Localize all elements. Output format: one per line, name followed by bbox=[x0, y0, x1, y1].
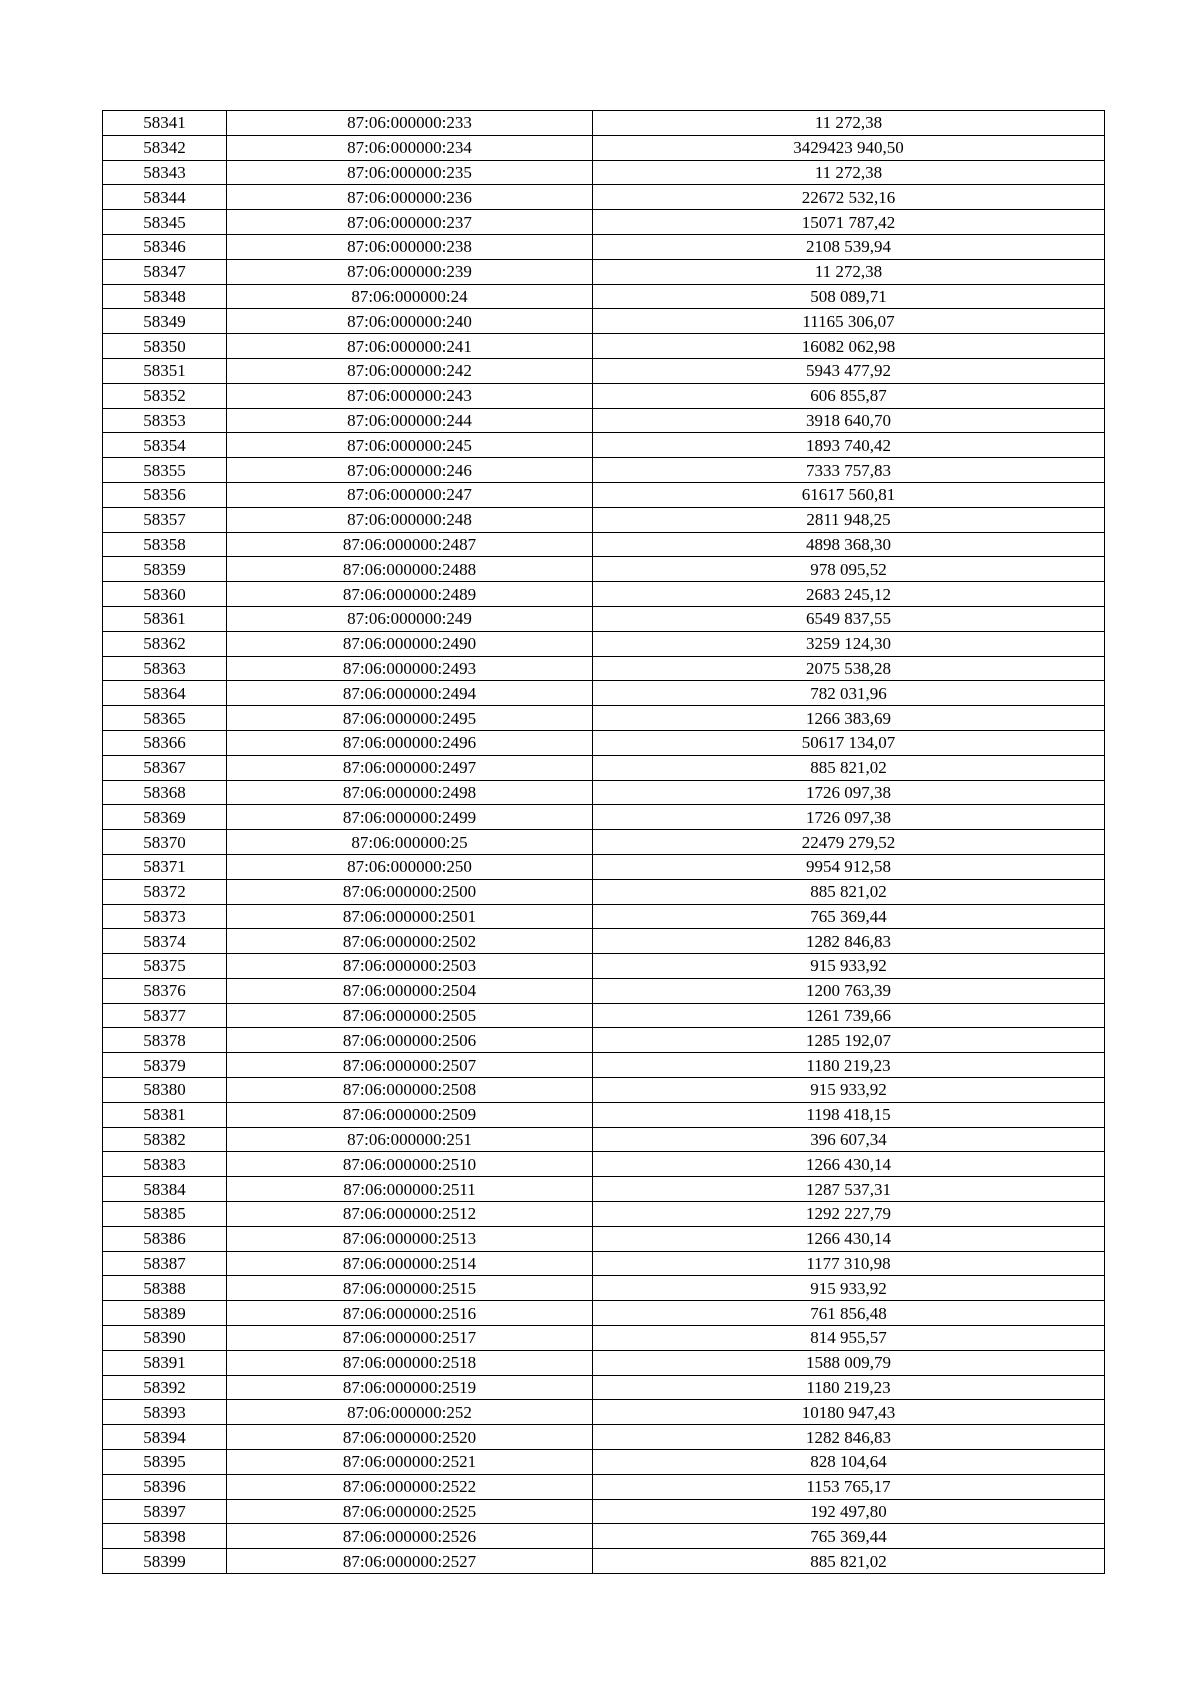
row-number-cell: 58396 bbox=[103, 1474, 227, 1499]
cadastral-number-cell: 87:06:000000:2504 bbox=[227, 978, 593, 1003]
cadastral-number-cell: 87:06:000000:246 bbox=[227, 458, 593, 483]
cadastral-number-cell: 87:06:000000:233 bbox=[227, 111, 593, 136]
cadastral-number-cell: 87:06:000000:2490 bbox=[227, 631, 593, 656]
table-row bbox=[103, 1078, 1105, 1103]
cadastral-number-cell: 87:06:000000:248 bbox=[227, 507, 593, 532]
cadastral-number-cell: 87:06:000000:25 bbox=[227, 830, 593, 855]
cadastral-number-cell: 87:06:000000:251 bbox=[227, 1127, 593, 1152]
cadastral-number-cell: 87:06:000000:2503 bbox=[227, 954, 593, 979]
cadastral-number-cell: 87:06:000000:2520 bbox=[227, 1425, 593, 1450]
cadastral-number-cell: 87:06:000000:2527 bbox=[227, 1549, 593, 1574]
value-cell: 11 272,38 bbox=[593, 259, 1105, 284]
value-cell: 915 933,92 bbox=[593, 1078, 1105, 1103]
value-cell: 16082 062,98 bbox=[593, 334, 1105, 359]
cadastral-number-cell: 87:06:000000:2487 bbox=[227, 532, 593, 557]
value-cell: 2075 538,28 bbox=[593, 656, 1105, 681]
value-cell: 828 104,64 bbox=[593, 1450, 1105, 1475]
cadastral-number-cell: 87:06:000000:247 bbox=[227, 482, 593, 507]
row-number-cell: 58357 bbox=[103, 507, 227, 532]
table-row bbox=[103, 507, 1105, 532]
value-cell: 814 955,57 bbox=[593, 1326, 1105, 1351]
row-number-cell: 58371 bbox=[103, 854, 227, 879]
value-cell: 3429423 940,50 bbox=[593, 135, 1105, 160]
table-row bbox=[103, 210, 1105, 235]
cadastral-number-cell: 87:06:000000:235 bbox=[227, 160, 593, 185]
table-row bbox=[103, 1152, 1105, 1177]
row-number-cell: 58355 bbox=[103, 458, 227, 483]
value-cell: 5943 477,92 bbox=[593, 358, 1105, 383]
value-cell: 1285 192,07 bbox=[593, 1028, 1105, 1053]
row-number-cell: 58347 bbox=[103, 259, 227, 284]
table-row bbox=[103, 1499, 1105, 1524]
table-row bbox=[103, 334, 1105, 359]
value-cell: 396 607,34 bbox=[593, 1127, 1105, 1152]
row-number-cell: 58393 bbox=[103, 1400, 227, 1425]
cadastral-number-cell: 87:06:000000:242 bbox=[227, 358, 593, 383]
cadastral-number-cell: 87:06:000000:24 bbox=[227, 284, 593, 309]
table-row bbox=[103, 755, 1105, 780]
value-cell: 885 821,02 bbox=[593, 1549, 1105, 1574]
value-cell: 885 821,02 bbox=[593, 755, 1105, 780]
value-cell: 1588 009,79 bbox=[593, 1350, 1105, 1375]
cadastral-value-table bbox=[102, 110, 1105, 1574]
table-row bbox=[103, 582, 1105, 607]
row-number-cell: 58374 bbox=[103, 929, 227, 954]
table-row bbox=[103, 111, 1105, 136]
cadastral-number-cell: 87:06:000000:245 bbox=[227, 433, 593, 458]
table-row bbox=[103, 904, 1105, 929]
value-cell: 765 369,44 bbox=[593, 904, 1105, 929]
value-cell: 22479 279,52 bbox=[593, 830, 1105, 855]
value-cell: 7333 757,83 bbox=[593, 458, 1105, 483]
value-cell: 3918 640,70 bbox=[593, 408, 1105, 433]
value-cell: 2108 539,94 bbox=[593, 234, 1105, 259]
row-number-cell: 58387 bbox=[103, 1251, 227, 1276]
table-row bbox=[103, 1053, 1105, 1078]
value-cell: 1266 383,69 bbox=[593, 706, 1105, 731]
value-cell: 978 095,52 bbox=[593, 557, 1105, 582]
cadastral-number-cell: 87:06:000000:2516 bbox=[227, 1301, 593, 1326]
row-number-cell: 58350 bbox=[103, 334, 227, 359]
table-row bbox=[103, 1301, 1105, 1326]
table-row bbox=[103, 1127, 1105, 1152]
row-number-cell: 58364 bbox=[103, 681, 227, 706]
row-number-cell: 58388 bbox=[103, 1276, 227, 1301]
value-cell: 50617 134,07 bbox=[593, 730, 1105, 755]
table-row bbox=[103, 854, 1105, 879]
table-row bbox=[103, 408, 1105, 433]
table-row bbox=[103, 458, 1105, 483]
cadastral-number-cell: 87:06:000000:2505 bbox=[227, 1003, 593, 1028]
table-row bbox=[103, 1326, 1105, 1351]
cadastral-number-cell: 87:06:000000:2497 bbox=[227, 755, 593, 780]
cadastral-number-cell: 87:06:000000:2517 bbox=[227, 1326, 593, 1351]
table-row bbox=[103, 383, 1105, 408]
value-cell: 192 497,80 bbox=[593, 1499, 1105, 1524]
row-number-cell: 58349 bbox=[103, 309, 227, 334]
cadastral-number-cell: 87:06:000000:2515 bbox=[227, 1276, 593, 1301]
row-number-cell: 58391 bbox=[103, 1350, 227, 1375]
value-cell: 22672 532,16 bbox=[593, 185, 1105, 210]
cadastral-number-cell: 87:06:000000:2509 bbox=[227, 1102, 593, 1127]
cadastral-number-cell: 87:06:000000:2513 bbox=[227, 1226, 593, 1251]
cadastral-number-cell: 87:06:000000:249 bbox=[227, 606, 593, 631]
value-cell: 1292 227,79 bbox=[593, 1202, 1105, 1227]
cadastral-number-cell: 87:06:000000:2514 bbox=[227, 1251, 593, 1276]
row-number-cell: 58377 bbox=[103, 1003, 227, 1028]
table-row bbox=[103, 1450, 1105, 1475]
cadastral-number-cell: 87:06:000000:236 bbox=[227, 185, 593, 210]
table-row bbox=[103, 830, 1105, 855]
value-cell: 6549 837,55 bbox=[593, 606, 1105, 631]
value-cell: 1180 219,23 bbox=[593, 1375, 1105, 1400]
cadastral-number-cell: 87:06:000000:2511 bbox=[227, 1177, 593, 1202]
cadastral-number-cell: 87:06:000000:2521 bbox=[227, 1450, 593, 1475]
cadastral-number-cell: 87:06:000000:2519 bbox=[227, 1375, 593, 1400]
row-number-cell: 58379 bbox=[103, 1053, 227, 1078]
row-number-cell: 58352 bbox=[103, 383, 227, 408]
row-number-cell: 58385 bbox=[103, 1202, 227, 1227]
table-row bbox=[103, 532, 1105, 557]
row-number-cell: 58354 bbox=[103, 433, 227, 458]
value-cell: 1266 430,14 bbox=[593, 1152, 1105, 1177]
table-row bbox=[103, 1474, 1105, 1499]
row-number-cell: 58342 bbox=[103, 135, 227, 160]
cadastral-number-cell: 87:06:000000:244 bbox=[227, 408, 593, 433]
value-cell: 1153 765,17 bbox=[593, 1474, 1105, 1499]
table-row bbox=[103, 805, 1105, 830]
row-number-cell: 58362 bbox=[103, 631, 227, 656]
row-number-cell: 58397 bbox=[103, 1499, 227, 1524]
row-number-cell: 58382 bbox=[103, 1127, 227, 1152]
table-row bbox=[103, 482, 1105, 507]
value-cell: 915 933,92 bbox=[593, 954, 1105, 979]
table-row bbox=[103, 1400, 1105, 1425]
table-row bbox=[103, 1177, 1105, 1202]
cadastral-number-cell: 87:06:000000:2501 bbox=[227, 904, 593, 929]
table-body bbox=[103, 111, 1105, 1574]
table-row bbox=[103, 284, 1105, 309]
value-cell: 1282 846,83 bbox=[593, 1425, 1105, 1450]
value-cell: 61617 560,81 bbox=[593, 482, 1105, 507]
row-number-cell: 58376 bbox=[103, 978, 227, 1003]
row-number-cell: 58389 bbox=[103, 1301, 227, 1326]
row-number-cell: 58365 bbox=[103, 706, 227, 731]
row-number-cell: 58366 bbox=[103, 730, 227, 755]
value-cell: 1200 763,39 bbox=[593, 978, 1105, 1003]
cadastral-number-cell: 87:06:000000:239 bbox=[227, 259, 593, 284]
row-number-cell: 58346 bbox=[103, 234, 227, 259]
table-row bbox=[103, 706, 1105, 731]
table-row bbox=[103, 606, 1105, 631]
row-number-cell: 58360 bbox=[103, 582, 227, 607]
value-cell: 1266 430,14 bbox=[593, 1226, 1105, 1251]
table-row bbox=[103, 1276, 1105, 1301]
cadastral-number-cell: 87:06:000000:2502 bbox=[227, 929, 593, 954]
table-row bbox=[103, 780, 1105, 805]
value-cell: 9954 912,58 bbox=[593, 854, 1105, 879]
row-number-cell: 58375 bbox=[103, 954, 227, 979]
table-row bbox=[103, 309, 1105, 334]
table-row bbox=[103, 978, 1105, 1003]
value-cell: 508 089,71 bbox=[593, 284, 1105, 309]
table-row bbox=[103, 1425, 1105, 1450]
cadastral-number-cell: 87:06:000000:237 bbox=[227, 210, 593, 235]
value-cell: 2683 245,12 bbox=[593, 582, 1105, 607]
row-number-cell: 58386 bbox=[103, 1226, 227, 1251]
table-row bbox=[103, 730, 1105, 755]
cadastral-number-cell: 87:06:000000:2510 bbox=[227, 1152, 593, 1177]
cadastral-number-cell: 87:06:000000:240 bbox=[227, 309, 593, 334]
row-number-cell: 58399 bbox=[103, 1549, 227, 1574]
table-row bbox=[103, 185, 1105, 210]
table-row bbox=[103, 681, 1105, 706]
row-number-cell: 58363 bbox=[103, 656, 227, 681]
cadastral-number-cell: 87:06:000000:2512 bbox=[227, 1202, 593, 1227]
table-row bbox=[103, 1549, 1105, 1574]
table-row bbox=[103, 1350, 1105, 1375]
value-cell: 4898 368,30 bbox=[593, 532, 1105, 557]
value-cell: 2811 948,25 bbox=[593, 507, 1105, 532]
table-row bbox=[103, 1524, 1105, 1549]
row-number-cell: 58343 bbox=[103, 160, 227, 185]
value-cell: 1287 537,31 bbox=[593, 1177, 1105, 1202]
cadastral-number-cell: 87:06:000000:2493 bbox=[227, 656, 593, 681]
cadastral-number-cell: 87:06:000000:2525 bbox=[227, 1499, 593, 1524]
row-number-cell: 58384 bbox=[103, 1177, 227, 1202]
value-cell: 765 369,44 bbox=[593, 1524, 1105, 1549]
cadastral-number-cell: 87:06:000000:2499 bbox=[227, 805, 593, 830]
table-row bbox=[103, 631, 1105, 656]
value-cell: 15071 787,42 bbox=[593, 210, 1105, 235]
value-cell: 1726 097,38 bbox=[593, 780, 1105, 805]
row-number-cell: 58348 bbox=[103, 284, 227, 309]
cadastral-number-cell: 87:06:000000:2495 bbox=[227, 706, 593, 731]
row-number-cell: 58395 bbox=[103, 1450, 227, 1475]
value-cell: 11165 306,07 bbox=[593, 309, 1105, 334]
row-number-cell: 58383 bbox=[103, 1152, 227, 1177]
cadastral-number-cell: 87:06:000000:250 bbox=[227, 854, 593, 879]
table-row bbox=[103, 1251, 1105, 1276]
cadastral-number-cell: 87:06:000000:2496 bbox=[227, 730, 593, 755]
table-row bbox=[103, 135, 1105, 160]
row-number-cell: 58398 bbox=[103, 1524, 227, 1549]
table-row bbox=[103, 1202, 1105, 1227]
table-row bbox=[103, 656, 1105, 681]
value-cell: 606 855,87 bbox=[593, 383, 1105, 408]
cadastral-number-cell: 87:06:000000:2522 bbox=[227, 1474, 593, 1499]
table-row bbox=[103, 259, 1105, 284]
row-number-cell: 58367 bbox=[103, 755, 227, 780]
row-number-cell: 58344 bbox=[103, 185, 227, 210]
value-cell: 1261 739,66 bbox=[593, 1003, 1105, 1028]
value-cell: 1726 097,38 bbox=[593, 805, 1105, 830]
value-cell: 11 272,38 bbox=[593, 160, 1105, 185]
row-number-cell: 58372 bbox=[103, 879, 227, 904]
table-row bbox=[103, 557, 1105, 582]
cadastral-number-cell: 87:06:000000:234 bbox=[227, 135, 593, 160]
cadastral-number-cell: 87:06:000000:238 bbox=[227, 234, 593, 259]
row-number-cell: 58361 bbox=[103, 606, 227, 631]
row-number-cell: 58353 bbox=[103, 408, 227, 433]
value-cell: 761 856,48 bbox=[593, 1301, 1105, 1326]
row-number-cell: 58369 bbox=[103, 805, 227, 830]
row-number-cell: 58358 bbox=[103, 532, 227, 557]
value-cell: 11 272,38 bbox=[593, 111, 1105, 136]
table-row bbox=[103, 929, 1105, 954]
row-number-cell: 58359 bbox=[103, 557, 227, 582]
table-row bbox=[103, 1375, 1105, 1400]
row-number-cell: 58394 bbox=[103, 1425, 227, 1450]
table-row bbox=[103, 234, 1105, 259]
value-cell: 915 933,92 bbox=[593, 1276, 1105, 1301]
value-cell: 3259 124,30 bbox=[593, 631, 1105, 656]
row-number-cell: 58378 bbox=[103, 1028, 227, 1053]
row-number-cell: 58373 bbox=[103, 904, 227, 929]
row-number-cell: 58370 bbox=[103, 830, 227, 855]
table-row bbox=[103, 954, 1105, 979]
cadastral-number-cell: 87:06:000000:2507 bbox=[227, 1053, 593, 1078]
table-row bbox=[103, 433, 1105, 458]
table-row bbox=[103, 1226, 1105, 1251]
cadastral-number-cell: 87:06:000000:2488 bbox=[227, 557, 593, 582]
value-cell: 1893 740,42 bbox=[593, 433, 1105, 458]
table-row bbox=[103, 1028, 1105, 1053]
row-number-cell: 58392 bbox=[103, 1375, 227, 1400]
cadastral-number-cell: 87:06:000000:2518 bbox=[227, 1350, 593, 1375]
cadastral-number-cell: 87:06:000000:2500 bbox=[227, 879, 593, 904]
value-cell: 885 821,02 bbox=[593, 879, 1105, 904]
value-cell: 1282 846,83 bbox=[593, 929, 1105, 954]
table-row bbox=[103, 879, 1105, 904]
row-number-cell: 58351 bbox=[103, 358, 227, 383]
cadastral-number-cell: 87:06:000000:2526 bbox=[227, 1524, 593, 1549]
row-number-cell: 58341 bbox=[103, 111, 227, 136]
value-cell: 10180 947,43 bbox=[593, 1400, 1105, 1425]
cadastral-number-cell: 87:06:000000:2494 bbox=[227, 681, 593, 706]
cadastral-number-cell: 87:06:000000:2498 bbox=[227, 780, 593, 805]
row-number-cell: 58368 bbox=[103, 780, 227, 805]
table-row bbox=[103, 1102, 1105, 1127]
value-cell: 782 031,96 bbox=[593, 681, 1105, 706]
row-number-cell: 58356 bbox=[103, 482, 227, 507]
value-cell: 1180 219,23 bbox=[593, 1053, 1105, 1078]
cadastral-number-cell: 87:06:000000:2506 bbox=[227, 1028, 593, 1053]
cadastral-number-cell: 87:06:000000:241 bbox=[227, 334, 593, 359]
cadastral-number-cell: 87:06:000000:252 bbox=[227, 1400, 593, 1425]
cadastral-number-cell: 87:06:000000:2489 bbox=[227, 582, 593, 607]
cadastral-number-cell: 87:06:000000:2508 bbox=[227, 1078, 593, 1103]
table-row bbox=[103, 160, 1105, 185]
table-row bbox=[103, 358, 1105, 383]
row-number-cell: 58380 bbox=[103, 1078, 227, 1103]
row-number-cell: 58345 bbox=[103, 210, 227, 235]
value-cell: 1177 310,98 bbox=[593, 1251, 1105, 1276]
row-number-cell: 58381 bbox=[103, 1102, 227, 1127]
value-cell: 1198 418,15 bbox=[593, 1102, 1105, 1127]
table-row bbox=[103, 1003, 1105, 1028]
cadastral-number-cell: 87:06:000000:243 bbox=[227, 383, 593, 408]
row-number-cell: 58390 bbox=[103, 1326, 227, 1351]
